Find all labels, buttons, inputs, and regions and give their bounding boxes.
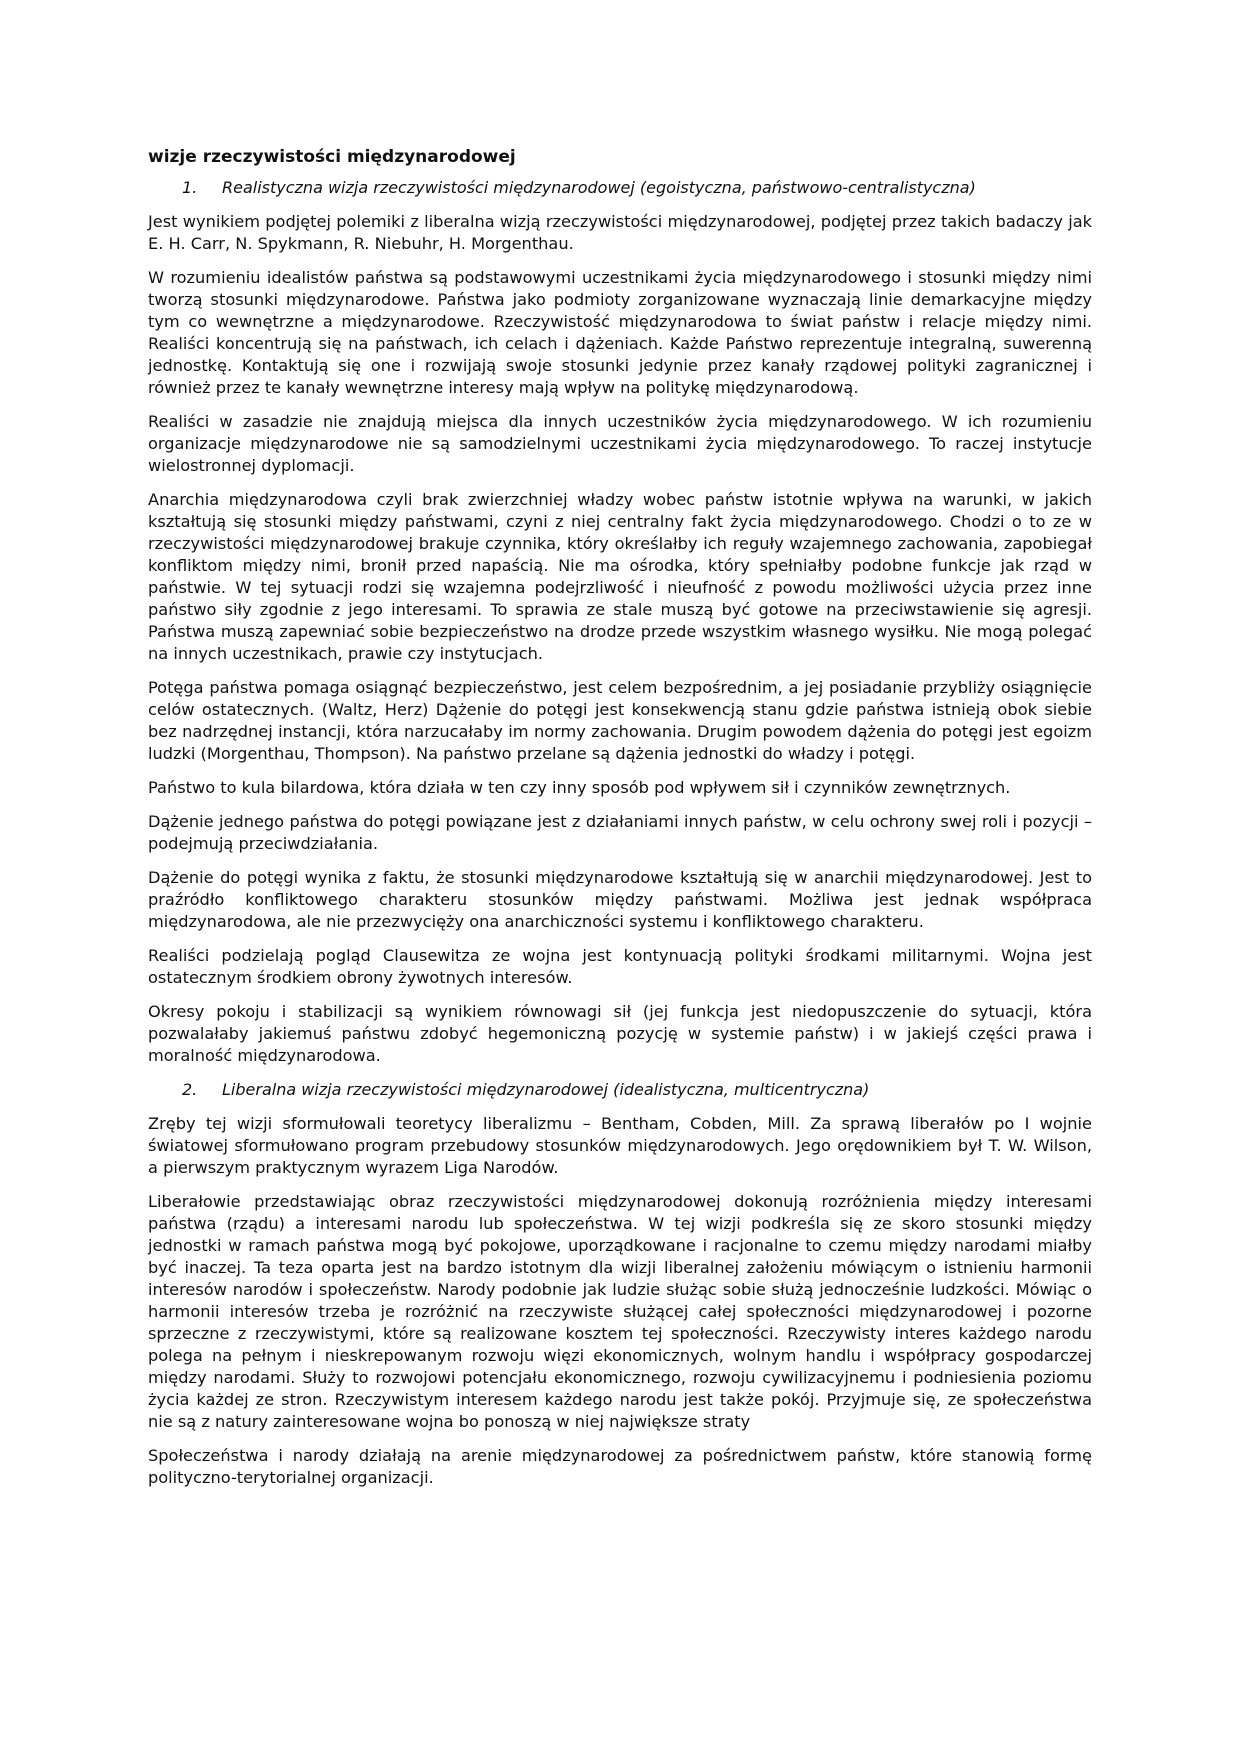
paragraph: Okresy pokoju i stabilizacji są wynikiem równowagi sił (jej funkcja jest niedopuszczenie do sytuacji, która pozwalałaby jakiemuś państwu zdobyć hegemoniczną pozycję w systemie państw) i w jakiejś części prawa i moralność międzynarodowa. [148, 1002, 1092, 1065]
document-page [148, 146, 1092, 1501]
paragraph: Społeczeństwa i narody działają na arenie międzynarodowej za pośrednictwem państw, które stanowią formę polityczno-terytorialnej organizacji. [148, 1446, 1092, 1487]
paragraph: W rozumieniu idealistów państwa są podstawowymi uczestnikami życia międzynarodowego i stosunki między nimi tworzą stosunki międzynarodowe. Państwa jako podmioty zorganizowane wyznaczają linie demarkacyjne między tym co wewnętrzne a międzynarodowe. Rzeczywistość międzynarodowa to świat państw i relacje między nimi. Realiści koncentrują się na państwach, ich celach i dążeniach. Każde Państwo reprezentuje integralną, suwerenną jednostkę. Kontaktują się one i rozwijają swoje stosunki jedynie przez kanały rządowej polityki zagranicznej i również przez te kanały wewnętrzne interesy mają wpływ na politykę międzynarodową. [148, 268, 1092, 397]
paragraph: Potęga państwa pomaga osiągnąć bezpieczeństwo, jest celem bezpośrednim, a jej posiadanie przybliży osiągnięcie celów ostatecznych. (Waltz, Herz) Dążenie do potęgi jest konsekwencją stanu gdzie państwa istnieją obok siebie bez nadrzędnej instancji, która narzucałaby im normy zachowania. Drugim powodem dążenia do potęgi jest egoizm ludzki (Morgenthau, Thompson). Na państwo przelane są dążenia jednostki do władzy i potęgi. [148, 678, 1092, 763]
paragraph: Realiści w zasadzie nie znajdują miejsca dla innych uczestników życia międzynarodowego. W ich rozumieniu organizacje międzynarodowe nie są samodzielnymi uczestnikami życia międzynarodowego. To raczej instytucje wielostronnej dyplomacji. [148, 412, 1092, 475]
paragraph: Zręby tej wizji sformułowali teoretycy liberalizmu – Bentham, Cobden, Mill. Za sprawą liberałów po I wojnie światowej sformułowano program przebudowy stosunków międzynarodowych. Jego orędownikiem był T. W. Wilson, a pierwszym praktycznym wyrazem Liga Narodów. [148, 1114, 1092, 1177]
paragraph: Anarchia międzynarodowa czyli brak zwierzchniej władzy wobec państw istotnie wpływa na warunki, w jakich kształtują się stosunki między państwami, czyni z niej centralny fakt życia międzynarodowego. Chodzi o to ze w rzeczywistości międzynarodowej brakuje czynnika, który określałby ich reguły wzajemnego zachowania, zapobiegał konfliktom między nimi, bronił przed napaścią. Nie ma ośrodka, który spełniałby podobne funkcje jak rząd w państwie. W tej sytuacji rodzi się wzajemna podejrzliwość i nieufność z powodu możliwości użycia przez inne państwo siły zgodnie z jego interesami. To sprawia ze stale muszą być gotowe na przeciwstawienie się agresji. Państwa muszą zapewniać sobie bezpieczeństwo na drodze przede wszystkim własnego wysiłku. Nie mogą polegać na innych uczestnikach, prawie czy instytucjach. [148, 490, 1092, 663]
paragraph: Jest wynikiem podjętej polemiki z liberalna wizją rzeczywistości międzynarodowej, podjętej przez takich badaczy jak E. H. Carr, N. Spykmann, R. Niebuhr, H. Morgenthau. [148, 212, 1092, 253]
paragraph: Dążenie jednego państwa do potęgi powiązane jest z działaniami innych państw, w celu ochrony swej roli i pozycji – podejmują przeciwdziałania. [148, 812, 1092, 853]
paragraph: Państwo to kula bilardowa, która działa w ten czy inny sposób pod wpływem sił i czynników zewnętrznych. [148, 778, 1011, 797]
section-heading-text: Realistyczna wizja rzeczywistości międzynarodowej (egoistyczna, państwowo-centralistyczna) [222, 178, 976, 197]
section-number: 1. [182, 178, 198, 197]
paragraph: Realiści podzielają pogląd Clausewitza ze wojna jest kontynuacją polityki środkami militarnymi. Wojna jest ostatecznym środkiem obrony żywotnych interesów. [148, 946, 1092, 987]
document-title: wizje rzeczywistości międzynarodowej [148, 147, 516, 167]
section-heading-realist [148, 177, 1092, 199]
section-heading-text: Liberalna wizja rzeczywistości międzynarodowej (idealistyczna, multicentryczna) [222, 1080, 870, 1099]
section-heading-liberal [148, 1079, 1092, 1101]
paragraph: Liberałowie przedstawiając obraz rzeczywistości międzynarodowej dokonują rozróżnienia między interesami państwa (rządu) a interesami narodu lub społeczeństwa. W tej wizji podkreśla się ze skoro stosunki między jednostki w ramach państwa mogą być pokojowe, uporządkowane i racjonalne to czemu między narodami miałby być inaczej. Ta teza oparta jest na bardzo istotnym dla wizji liberalnej założeniu mówiącym o istnieniu harmonii interesów narodów i społeczeństw. Narody podobnie jak ludzie służąc sobie służą jednocześnie ludzkości. Mówiąc o harmonii interesów trzeba je rozróżnić na rzeczywiste służącej całej społeczności międzynarodowej i pozorne sprzeczne z rzeczywistymi, które są realizowane kosztem tej społeczności. Rzeczywisty interes każdego narodu polega na pełnym i nieskrepowanym rozwoju więzi ekonomicznych, wolnym handlu i współpracy gospodarczej między narodami. Służy to rozwojowi potencjału ekonomicznego, rozwoju cywilizacyjnemu i podniesienia poziomu życia każdej ze stron. Rzeczywistym interesem każdego narodu jest także pokój. Przyjmuje się, ze społeczeństwa nie są z natury zainteresowane wojna bo ponoszą w niej największe straty [148, 1192, 1092, 1431]
paragraph: Dążenie do potęgi wynika z faktu, że stosunki międzynarodowe kształtują się w anarchii międzynarodowej. Jest to praźródło konfliktowego charakteru stosunków między państwami. Możliwa jest jednak współpraca międzynarodowa, ale nie przezwycięży ona anarchiczności systemu i konfliktowego charakteru. [148, 868, 1092, 931]
section-number: 2. [182, 1080, 198, 1099]
